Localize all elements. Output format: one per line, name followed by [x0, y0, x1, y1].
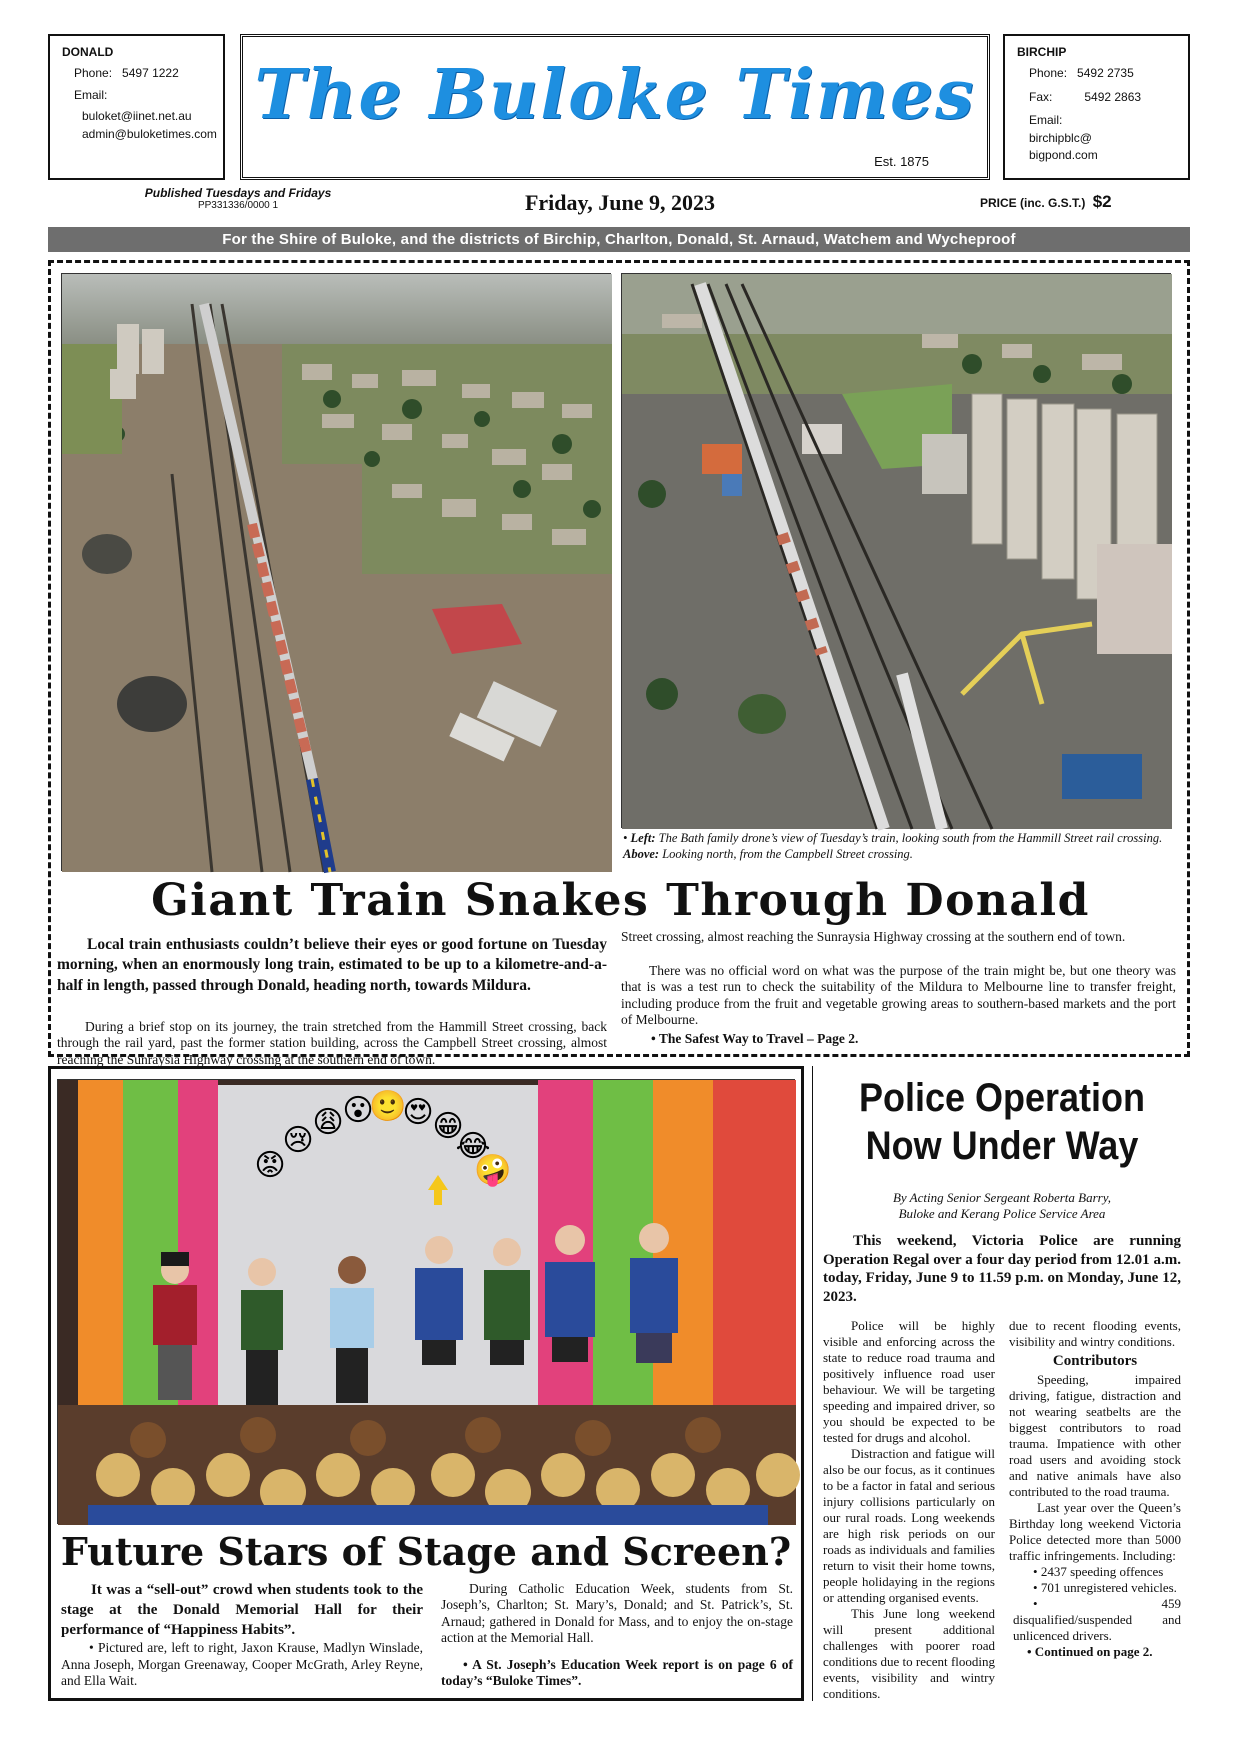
contributors-subhead: Contributors	[1052, 1352, 1138, 1369]
police-col1: Police will be highly visible and enforcing across the state to reduce road trauma and positively influence road user behaviour. We will be targeting speeding and impaired driver, so you should be expected to be tested for drugs and alcohol. Distraction and fatigue will also be our focus, as it continues to be a factor in fatal and serious injury collisions particularly on our rural roads. Long weekends are high risk periods on our roads as individuals and families return to visit their home towns, people holidaying in the regions or attending organised events. This June long weekend will present additional challenges with poorer road conditions due to recent flooding events, visibility and wintry conditions.	[823, 1318, 995, 1701]
police-byline: By Acting Senior Sergeant Roberta Barry, Buloke and Kerang Police Service Area	[892, 1190, 1112, 1222]
offence-item: • 2437 speeding offences	[1033, 1564, 1164, 1580]
emoji-6: 😍	[402, 1095, 434, 1130]
train-photo-north	[621, 273, 1171, 828]
donald-email-1[interactable]: buloket@iinet.net.au	[82, 109, 192, 124]
offence-item: • 459 disqualified/suspended and unlicenced drivers.	[1013, 1596, 1181, 1644]
emoji-1: 😡	[254, 1148, 286, 1183]
emoji-9: 🤪	[474, 1153, 512, 1188]
train-lead: Local train enthusiasts couldn’t believe their eyes or good fortune on Tuesday morning, when an enormously long train, estimated to be up to a kilometre-and-a-half in length, passed through Donald, heading north, towards Mildura.	[57, 936, 607, 994]
coverage-strip: For the Shire of Buloke, and the districts of Birchip, Charlton, Donald, St. Arnaud, Watchem and Wycheproof	[48, 227, 1190, 252]
police-headline: Police Operation Now Under Way	[858, 1076, 1146, 1168]
birchip-contact-box	[1003, 34, 1190, 180]
aerial-rail-yard-south-image	[62, 274, 612, 872]
emoji-3: 😩	[312, 1105, 344, 1140]
donald-phone: Phone: 5497 1222	[74, 66, 179, 81]
students-on-stage-image	[58, 1080, 796, 1525]
police-lead: This weekend, Victoria Police are running Operation Regal over a four day period from 12.01 a.m. today, Friday, June 9 to 11.59 p.m. on Monday, June 12, 2023.	[823, 1233, 1181, 1305]
masthead-est: Est. 1875	[874, 154, 929, 169]
emoji-7: 😁	[432, 1109, 464, 1144]
emoji-2: 😢	[282, 1123, 314, 1158]
donald-email-label: Email:	[74, 87, 108, 102]
publication-schedule: Published Tuesdays and Fridays PP331336/0000 1	[144, 186, 332, 211]
police-story	[812, 1066, 1190, 1701]
train-photo-south	[61, 273, 611, 871]
stage-col2: During Catholic Education Week, students from St. Joseph’s, Charlton; St. Mary’s, Donald; and St. Patrick’s, St. Arnaud; gathered in Donald for Mass, and to enjoy the on-stage action at the Memorial Hall. • A St. Joseph’s Education Week report is on page 6 of today’s “Buloke Times”.	[441, 1581, 793, 1688]
emoji-8: 😂	[455, 1129, 491, 1164]
donald-contact-box	[48, 34, 225, 180]
birchip-heading: BIRCHIP	[1017, 45, 1067, 59]
masthead-title: The Buloke Times	[254, 55, 976, 135]
issue-date: Friday, June 9, 2023	[524, 190, 716, 215]
offence-item: • 701 unregistered vehicles.	[1033, 1580, 1177, 1596]
stage-continued-link[interactable]: • A St. Joseph’s Education Week report is on page 6 of today’s “Buloke Times”.	[441, 1656, 793, 1688]
emoji-5: 🙂	[369, 1089, 407, 1124]
birchip-email-1[interactable]: birchipblc@	[1029, 130, 1092, 145]
train-body-col2: Street crossing, almost reaching the Sunraysia Highway crossing at the southern end of town. There was no official word on what was the purpose of the train might be, but one theory was that is was a test run to check the suitability of the Mildura to Melbourne line to transfer freight, including produce from the fruit and vegetable growing areas to southern-based markets and the port of Melbourne. • The Safest Way to Travel – Page 2.	[621, 929, 1176, 1046]
stage-col1: It was a “sell-out” crowd when students took to the stage at the Donald Memorial Hall for their performance of “Happiness Habits”. • Pictured are, left to right, Jaxon Krause, Madlyn Winslade, Anna Joseph, Morgan Greenaway, Cooper McGrath, Arley Reyne, and Ella Wait.	[61, 1582, 423, 1689]
offence-list	[1009, 1564, 1181, 1644]
stage-story	[48, 1066, 804, 1701]
stage-headline: Future Stars of Stage and Screen?	[60, 1529, 792, 1574]
donald-heading: DONALD	[62, 45, 114, 59]
emoji-4: 😮	[342, 1093, 374, 1128]
train-photo-caption: • Left: The Bath family drone’s view of Tuesday’s train, looking south from the Hammill Street rail crossing. Above: Looking north, from the Campbell Street crossing.	[623, 831, 1163, 861]
train-feature	[48, 260, 1190, 1067]
masthead	[240, 34, 990, 180]
police-continued-link[interactable]: • Continued on page 2.	[1027, 1644, 1153, 1660]
birchip-email-label: Email:	[1029, 113, 1063, 128]
birchip-email-2[interactable]: bigpond.com	[1029, 147, 1098, 162]
birchip-phone: Phone: 5492 2735	[1029, 66, 1134, 81]
price: PRICE (inc. G.S.T.) $2	[980, 192, 1112, 211]
police-col2: due to recent flooding events, visibility and wintry conditions. Contributors Speeding, impaired driving, fatigue, distraction and not wearing seatbelts are the biggest contributors to road trauma. Impatience with other road users and avoiding stock and native animals have also contributed to the road trauma. Last year over the Queen’s Birthday long weekend Victoria Police detected more than 5000 traffic infringements. Including: • 2437 speeding offences • 701 unregistered vehicles. • 459 disqualified/suspended and unlicenced drivers. • Continued on page 2.	[1009, 1318, 1181, 1660]
train-continued-link[interactable]: • The Safest Way to Travel – Page 2.	[651, 1030, 859, 1046]
stage-photo	[57, 1079, 795, 1524]
aerial-rail-yard-north-image	[622, 274, 1172, 829]
birchip-fax: Fax: 5492 2863	[1029, 89, 1142, 104]
train-body-col1: During a brief stop on its journey, the train stretched from the Hammill Street crossing, back through the rail yard, past the former station building, across the Campbell Street crossing, almost reaching the Sunraysia Highway crossing at the southern end of town.	[57, 1019, 607, 1067]
train-headline: Giant Train Snakes Through Donald	[151, 875, 1090, 926]
donald-email-2[interactable]: admin@buloketimes.com	[82, 126, 217, 141]
